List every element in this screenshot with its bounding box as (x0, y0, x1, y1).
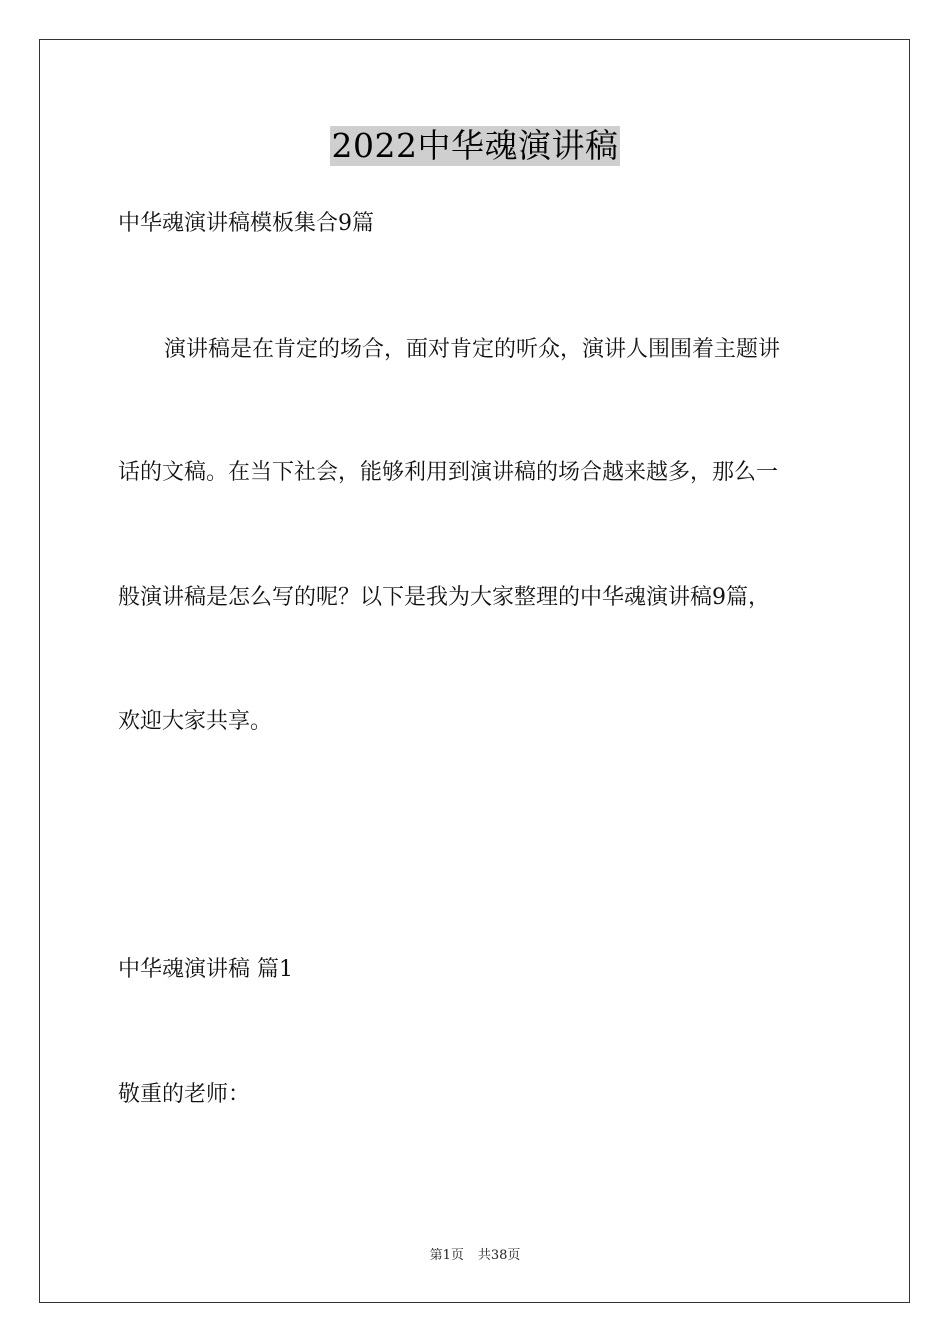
intro-line-4: 欢迎大家共享。 (118, 709, 273, 734)
page-total: 共38页 (477, 1248, 521, 1263)
title-container (0, 126, 950, 166)
salutation: 敬重的老师： (118, 1082, 251, 1107)
section-heading: 中华魂演讲稿 篇1 (118, 957, 293, 982)
intro-line-2: 话的文稿。在当下社会，能够利用到演讲稿的场合越来越多，那么一 (118, 460, 779, 485)
page-number: 第1页 (429, 1248, 464, 1263)
intro-line-1: 演讲稿是在肯定的场合，面对肯定的听众，演讲人围围着主题讲 (164, 337, 781, 362)
document-title: 2022中华魂演讲稿 (331, 126, 619, 165)
intro-line-3: 般演讲稿是怎么写的呢？以下是我为大家整理的中华魂演讲稿9篇， (118, 585, 770, 610)
document-subtitle: 中华魂演讲稿模板集合9篇 (118, 211, 374, 236)
page-footer (0, 1247, 950, 1265)
